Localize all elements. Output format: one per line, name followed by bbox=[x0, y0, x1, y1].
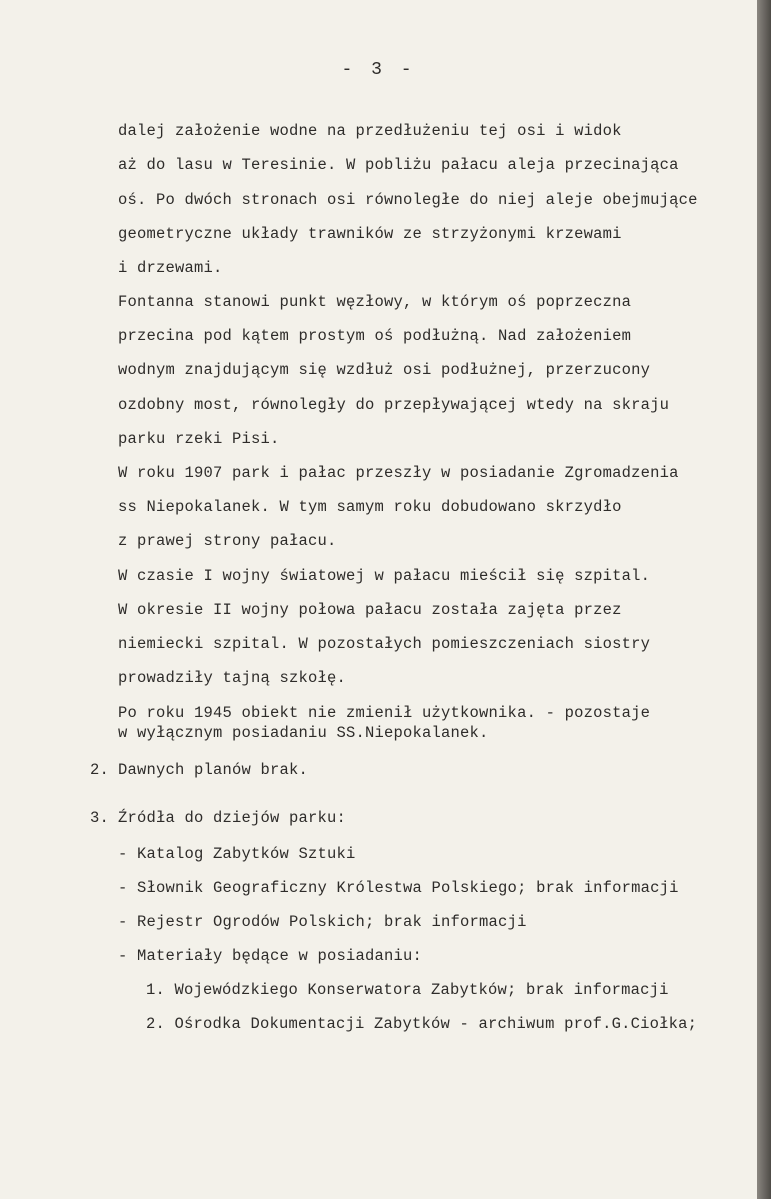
text-line: ss Niepokalanek. W tym samym roku dobudowano skrzydło bbox=[118, 498, 622, 516]
sub-list-item: - Katalog Zabytków Sztuki bbox=[118, 845, 356, 863]
text-line: przecina pod kątem prostym oś podłużną. Nad założeniem bbox=[118, 327, 632, 345]
text-line: niemiecki szpital. W pozostałych pomieszczeniach siostry bbox=[118, 635, 651, 653]
page-number: - 3 - bbox=[341, 60, 416, 80]
text-line: z prawej strony pałacu. bbox=[118, 532, 337, 550]
nested-list-item: 2. Ośrodka Dokumentacji Zabytków - archiwum prof.G.Ciołka; bbox=[146, 1015, 698, 1033]
text-line: W okresie II wojny połowa pałacu została zajęta przez bbox=[118, 601, 622, 619]
page-edge-shadow bbox=[757, 0, 771, 1199]
text-line: Po roku 1945 obiekt nie zmienił użytkownika. - pozostaje bbox=[118, 704, 651, 722]
text-line: oś. Po dwóch stronach osi równoległe do niej aleje obejmujące bbox=[118, 191, 698, 209]
list-item-number: 3. bbox=[90, 809, 110, 827]
list-item-text: Dawnych planów brak. bbox=[118, 761, 309, 779]
text-line: parku rzeki Pisi. bbox=[118, 430, 280, 448]
text-line: aż do lasu w Teresinie. W pobliżu pałacu aleja przecinająca bbox=[118, 156, 679, 174]
text-line: W roku 1907 park i pałac przeszły w posiadanie Zgromadzenia bbox=[118, 464, 679, 482]
text-line: geometryczne układy trawników ze strzyżonymi krzewami bbox=[118, 225, 622, 243]
text-line: dalej założenie wodne na przedłużeniu tej osi i widok bbox=[118, 122, 622, 140]
nested-list-item: 1. Wojewódzkiego Konserwatora Zabytków; brak informacji bbox=[146, 981, 669, 999]
list-item-number: 2. bbox=[90, 761, 110, 779]
sub-list-item: - Rejestr Ogrodów Polskich; brak informacji bbox=[118, 913, 527, 931]
text-line: wodnym znajdującym się wzdłuż osi podłużnej, przerzucony bbox=[118, 361, 651, 379]
text-line: W czasie I wojny światowej w pałacu mieścił się szpital. bbox=[118, 567, 651, 585]
sub-list-item: - Słownik Geograficzny Królestwa Polskiego; brak informacji bbox=[118, 879, 679, 897]
list-item-text: Źródła do dziejów parku: bbox=[118, 809, 347, 827]
text-line: i drzewami. bbox=[118, 259, 223, 277]
text-line: Fontanna stanowi punkt węzłowy, w którym oś poprzeczna bbox=[118, 293, 632, 311]
text-line: ozdobny most, równoległy do przepływającej wtedy na skraju bbox=[118, 396, 670, 414]
sub-list-item: - Materiały będące w posiadaniu: bbox=[118, 947, 423, 965]
text-line: prowadziły tajną szkołę. bbox=[118, 669, 347, 687]
text-line: w wyłącznym posiadaniu SS.Niepokalanek. bbox=[118, 724, 489, 742]
